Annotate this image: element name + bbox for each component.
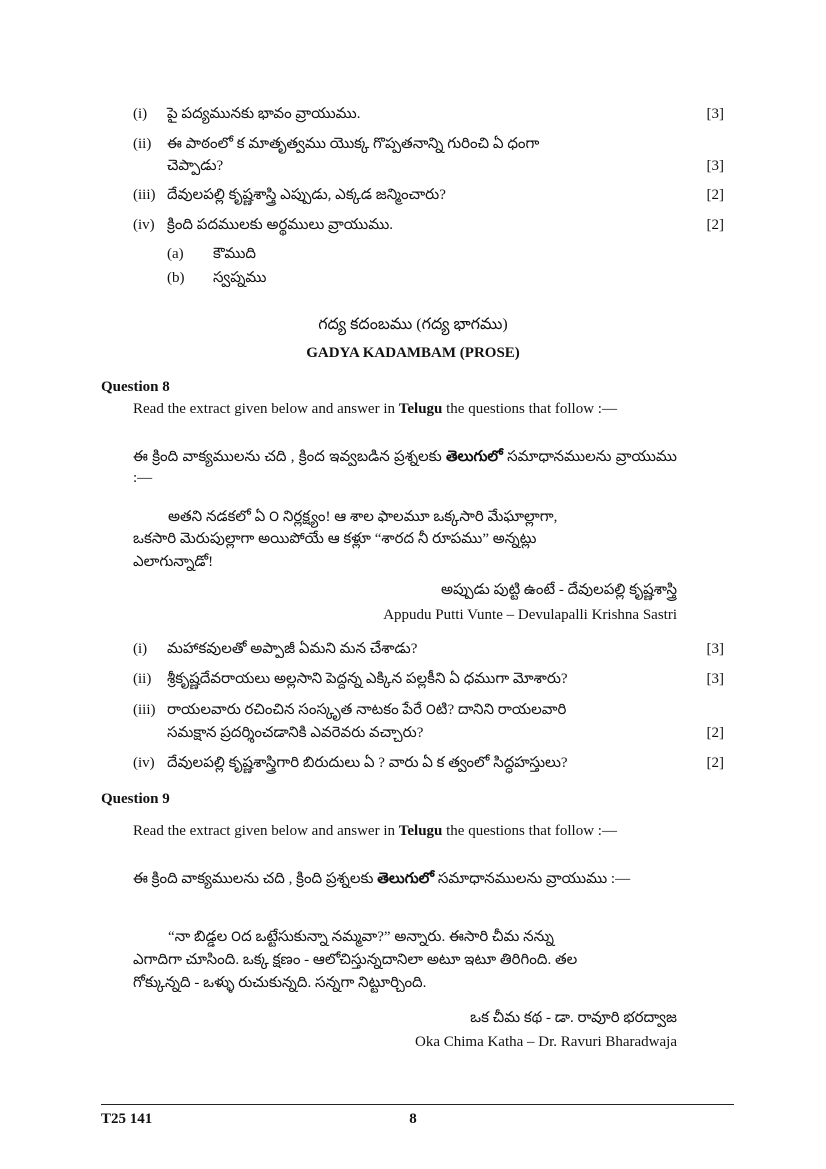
q9-source-english: Oka Chima Katha – Dr. Ravuri Bharadwaja: [414, 1034, 677, 1050]
paper-code: T25 141: [101, 1111, 153, 1127]
q8-part-iii-cont: సమక్షాన ప్రదర్శించడానికి ఎవరెవరు వచ్చారు?: [167, 725, 424, 741]
footer-divider: [101, 1104, 734, 1105]
q7-word-b: (b) స్వప్నము: [167, 270, 267, 286]
q8-extract-line-2: ఒకసారి మెరుపుల్లాగా అయిపోయే ఆ కళ్లూ “శారద నీ రూపము” అన్నట్లు: [133, 531, 537, 547]
q8-part-ii-marks: [3]: [706, 671, 724, 687]
q9-telugu-instruction: ఈ క్రింది వాక్యములను చది , క్రింది ప్రశ్నలకు తెలుగులో సమాధానములను వ్రాయుము :—: [133, 871, 631, 887]
q7-part-i-marks: [3]: [706, 106, 724, 122]
q7-part-ii: (ii) ఈ పాఠంలో క మాతృత్వము యొక్క గొప్పతనాన్ని గురించి ఏ ధంగా: [133, 136, 540, 152]
q9-source-telugu: ఒక చీమ కథ - డా. రావూరి భరద్వాజ: [470, 1010, 677, 1026]
q9-extract-line-2: ఎగాదిగా చూసింది. ఒక్క క్షణం - ఆలోచిస్తున్నదానిలా అటూ ఇటూ తిరిగింది. తల: [133, 952, 578, 968]
q8-part-iv-marks: [2]: [706, 755, 724, 771]
q8-extract-line-3: ఎలాగున్నాడో!: [133, 554, 214, 570]
page-number: 8: [409, 1111, 417, 1127]
q8-extract-line-1: అతని నడకలో ఏ ౦ నిర్లక్ష్యం! ఆ శాల ఫాలమూ ఒక్కసారి మేఘాల్లాగా,: [168, 509, 558, 525]
q8-instruction: Read the extract given below and answer in Telugu the questions that follow :—: [133, 401, 617, 417]
q7-part-ii-marks: [3]: [706, 158, 724, 174]
q8-part-iii: (iii) రాయలవారు రచించిన సంస్కృత నాటకం పేరే ౦టి? దానిని రాయలవారి: [133, 702, 567, 718]
q8-part-iv: (iv) దేవులపల్లి కృష్ణశాస్త్రిగారి బిరుదులు ఏ ? వారు ఏ క త్వంలో సిద్ధహస్తులు?: [133, 755, 568, 771]
section-title-english: GADYA KADAMBAM (PROSE): [306, 345, 520, 361]
q8-source-telugu: అప్పుడు పుట్టి ఉంటే - దేవులపల్లి కృష్ణశాస్త్రి: [441, 582, 677, 598]
q8-part-iii-marks: [2]: [706, 725, 724, 741]
q8-source-english: Appudu Putti Vunte – Devulapalli Krishna Sastri: [383, 607, 677, 623]
q7-part-ii-cont: చెప్పాడు?: [167, 158, 224, 174]
q7-part-i: (i) పై పద్యమునకు భావం వ్రాయుము.: [133, 106, 361, 122]
q9-heading: Question 9: [101, 791, 170, 807]
q8-part-i-marks: [3]: [706, 641, 724, 657]
q7-part-iii-marks: [2]: [706, 187, 724, 203]
q8-part-i: (i) మహాకవులతో అప్పాజీ ఏమని మన చేశాడు?: [133, 641, 418, 657]
q7-part-iv-marks: [2]: [706, 217, 724, 233]
q7-part-iv: (iv) క్రింది పదములకు అర్థములు వ్రాయుము.: [133, 217, 394, 233]
q9-extract-line-3: గోక్కున్నది - ఒళ్ళు రుచుకున్నది. సన్నగా నిట్టూర్చింది.: [133, 975, 427, 991]
q8-heading: Question 8: [101, 379, 170, 395]
q9-extract-line-1: “నా బిడ్డల ౦ద ఒట్టేసుకున్నా నమ్మవా?” అన్నారు. ఈసారి చీమ నన్ను: [168, 929, 554, 945]
q8-telugu-instruction: ఈ క్రింది వాక్యములను చది , క్రింద ఇవ్వబడిన ప్రశ్నలకు తెలుగులో సమాధానములను వ్రాయుము :—: [133, 449, 677, 486]
section-title-telugu: గద్య కదంబము (గద్య భాగము): [318, 316, 508, 333]
q7-part-iii: (iii) దేవులపల్లి కృష్ణశాస్త్రి ఎప్పుడు, ఎక్కడ జన్మించారు?: [133, 187, 446, 203]
q8-part-ii: (ii) శ్రీకృష్ణదేవరాయలు అల్లసాని పెద్దన్న ఎక్కిన పల్లకీని ఏ ధముగా మోశారు?: [133, 671, 568, 687]
q9-instruction: Read the extract given below and answer in Telugu the questions that follow :—: [133, 823, 617, 839]
q7-word-a: (a) కౌముది: [167, 246, 257, 262]
